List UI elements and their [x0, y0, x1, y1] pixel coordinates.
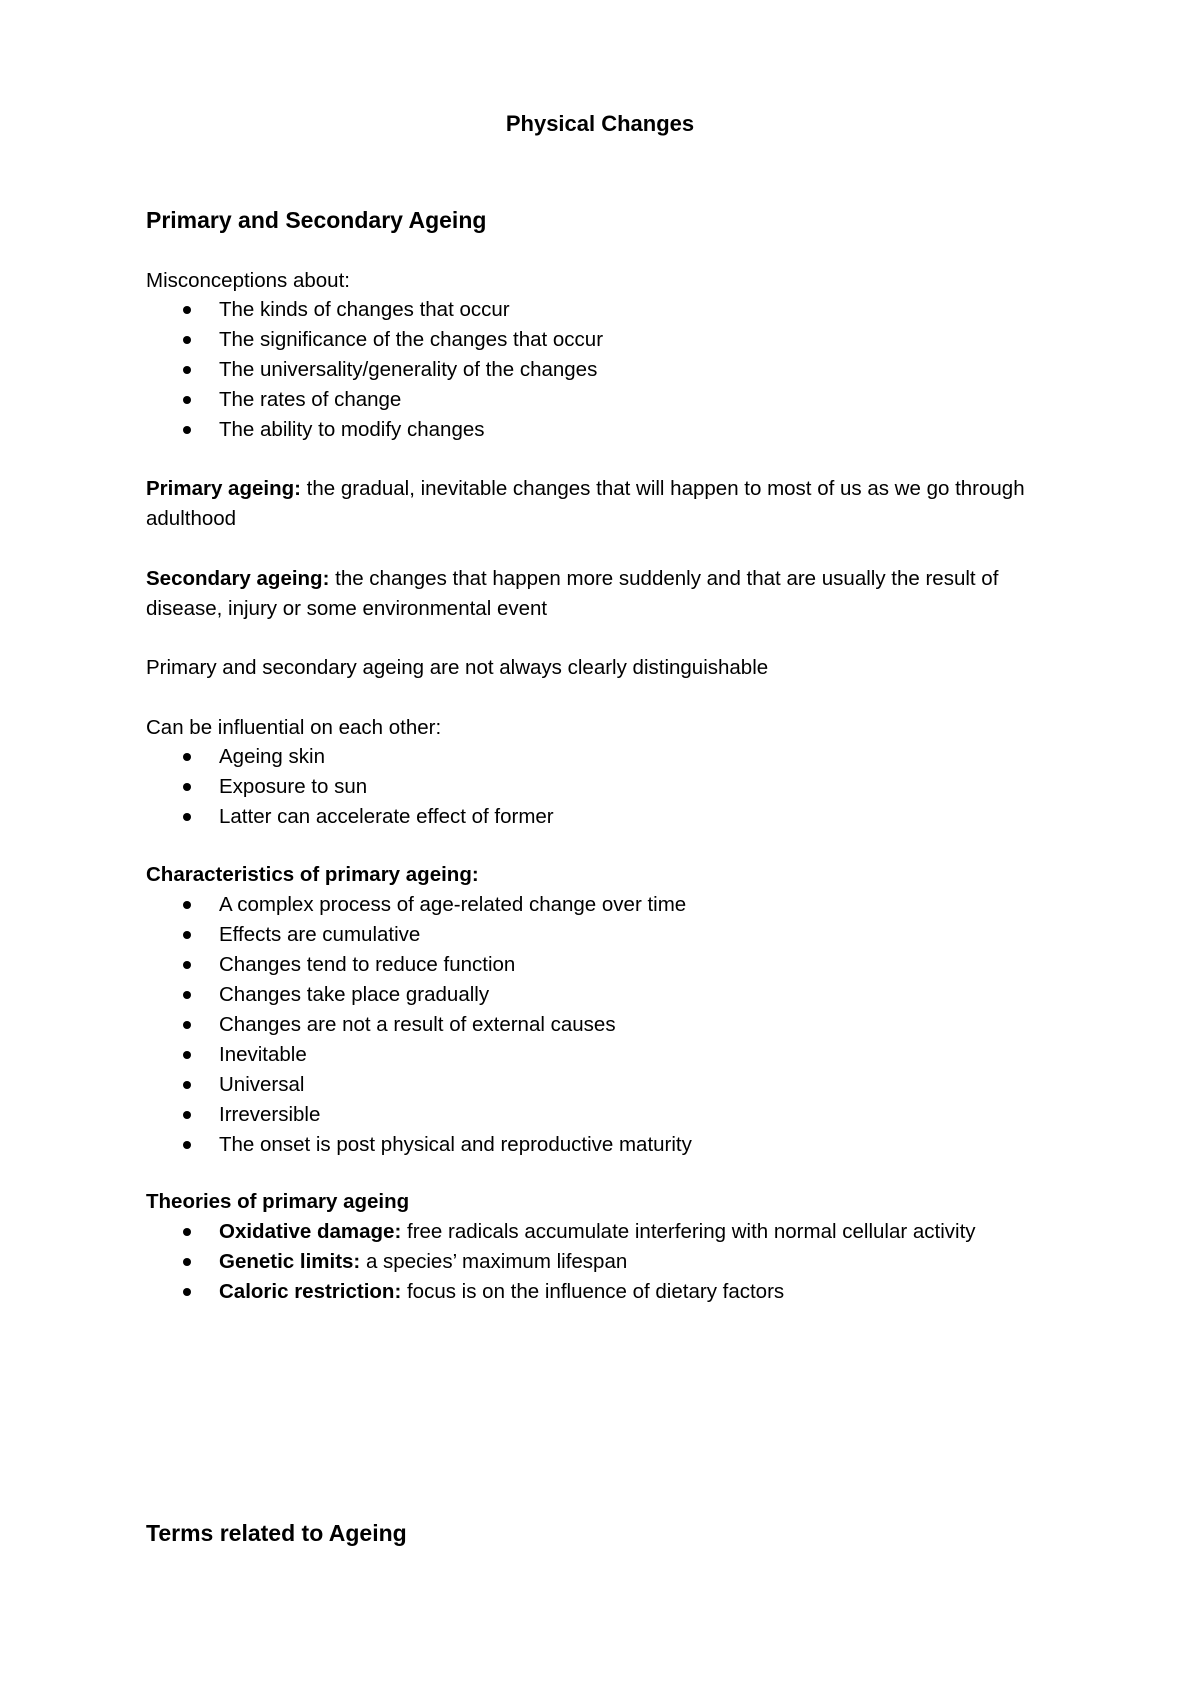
distinguish-note: Primary and secondary ageing are not always clearly distinguishable [146, 656, 769, 679]
bullet-icon [183, 366, 191, 374]
secondary-ageing-definition: Secondary ageing: the changes that happen more suddenly and that are usually the result of disease, injury or some environmental event [146, 567, 999, 620]
list-item: The significance of the changes that occur [146, 325, 1096, 355]
bullet-icon [183, 1288, 191, 1296]
bullet-icon [183, 961, 191, 969]
bullet-icon [183, 813, 191, 821]
list-item: The rates of change [146, 385, 1096, 415]
list-item: The universality/generality of the changes [146, 355, 1096, 385]
bullet-icon [183, 426, 191, 434]
list-item: Ageing skin [146, 742, 1096, 772]
theories-lead: Theories of primary ageing [146, 1190, 410, 1213]
list-item: Changes tend to reduce function [146, 950, 1096, 980]
bullet-icon [183, 1228, 191, 1236]
bullet-icon [183, 396, 191, 404]
bullet-icon [183, 336, 191, 344]
list-item: Changes are not a result of external causes [146, 1010, 1096, 1040]
list-item: The onset is post physical and reproductive maturity [146, 1130, 1096, 1160]
influence-list [146, 742, 1096, 832]
document-title: Physical Changes [505, 111, 695, 136]
theories-list [146, 1217, 1096, 1307]
bullet-icon [183, 783, 191, 791]
section-heading-primary-secondary: Primary and Secondary Ageing [146, 207, 487, 233]
bullet-icon [183, 1111, 191, 1119]
misconceptions-list [146, 295, 1096, 445]
primary-ageing-definition: Primary ageing: the gradual, inevitable changes that will happen to most of us as we go through adulthood [146, 477, 1025, 530]
influence-lead: Can be influential on each other: [146, 716, 442, 739]
bullet-icon [183, 1021, 191, 1029]
characteristics-lead: Characteristics of primary ageing: [146, 863, 479, 886]
bullet-icon [183, 1081, 191, 1089]
bullet-icon [183, 1141, 191, 1149]
bullet-icon [183, 1258, 191, 1266]
list-item: Universal [146, 1070, 1096, 1100]
bullet-icon [183, 753, 191, 761]
list-item: Effects are cumulative [146, 920, 1096, 950]
list-item: Changes take place gradually [146, 980, 1096, 1010]
bullet-icon [183, 991, 191, 999]
list-item: The ability to modify changes [146, 415, 1096, 445]
list-item: The kinds of changes that occur [146, 295, 1096, 325]
bullet-icon [183, 1051, 191, 1059]
list-item: Inevitable [146, 1040, 1096, 1070]
bullet-icon [183, 306, 191, 314]
list-item: Oxidative damage: free radicals accumulate interfering with normal cellular activity [146, 1217, 1096, 1247]
list-item: Caloric restriction: focus is on the influence of dietary factors [146, 1277, 1096, 1307]
bullet-icon [183, 901, 191, 909]
bullet-icon [183, 931, 191, 939]
list-item: Latter can accelerate effect of former [146, 802, 1096, 832]
list-item: Irreversible [146, 1100, 1096, 1130]
list-item: Genetic limits: a species’ maximum lifespan [146, 1247, 1096, 1277]
list-item: Exposure to sun [146, 772, 1096, 802]
section-heading-terms: Terms related to Ageing [146, 1520, 407, 1546]
misconceptions-lead: Misconceptions about: [146, 269, 350, 292]
list-item: A complex process of age-related change over time [146, 890, 1096, 920]
characteristics-list [146, 890, 1096, 1160]
